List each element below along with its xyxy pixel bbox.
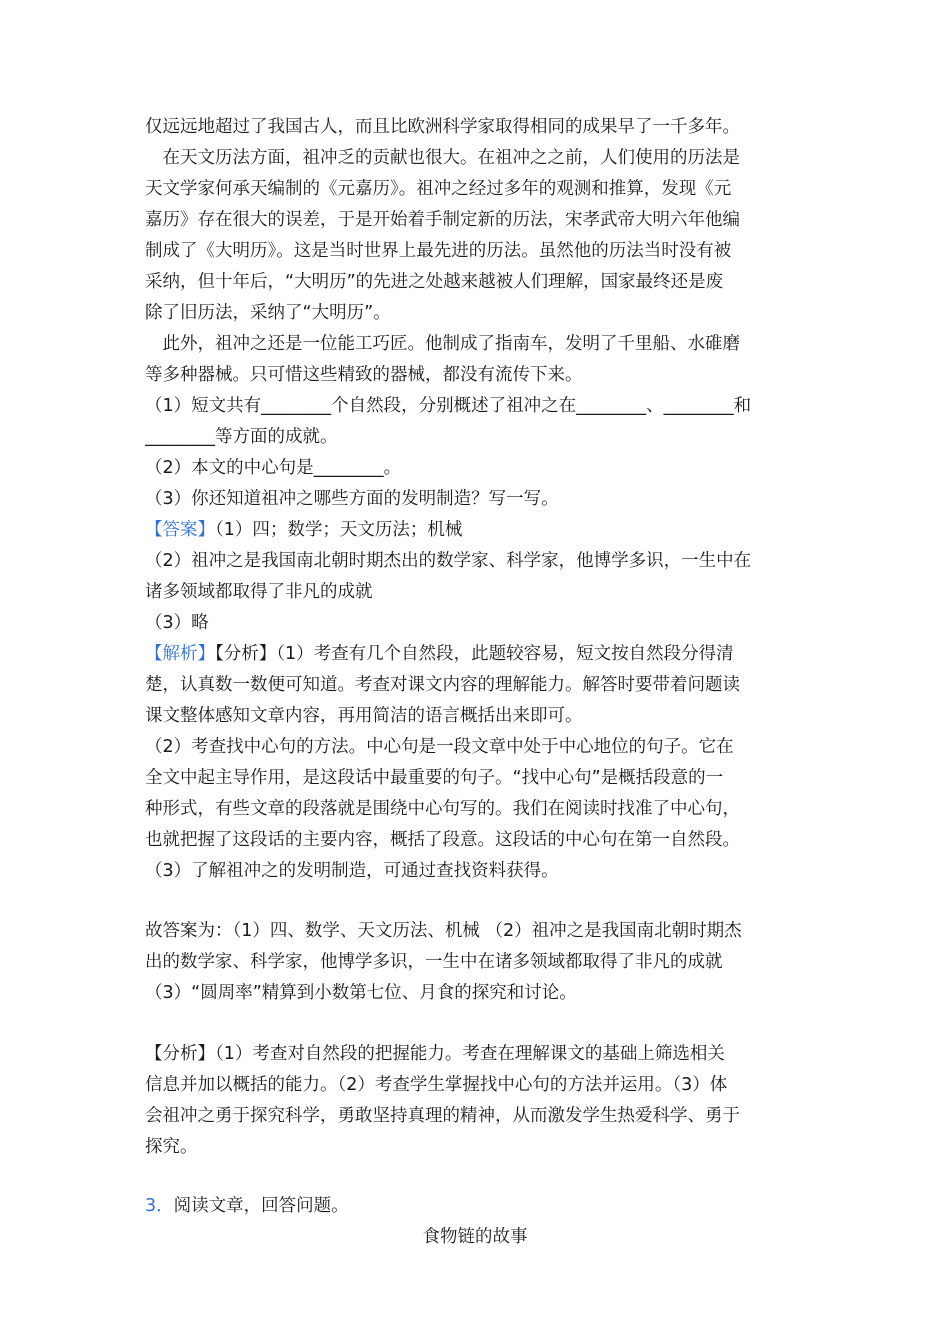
analysis-text: 【分析】（1）考查有几个自然段，此题较容易，短文按自然段分得清 xyxy=(215,644,734,664)
analysis-line: 课文整体感知文章内容，再用简洁的语言概括出来即可。 xyxy=(145,706,583,726)
question-prompt: 阅读文章，回答问题。 xyxy=(173,1196,349,1216)
analysis-line: 全文中起主导作用，是这段话中最重要的句子。“找中心句”是概括段意的一 xyxy=(145,768,724,788)
question-1: （1）短文共有________个自然段，分别概述了祖冲之在________、________和 xyxy=(145,396,752,416)
article-title: 食物链的故事 xyxy=(422,1227,528,1247)
summary-line: 会祖冲之勇于探究科学，勇敢坚持真理的精神，从而激发学生热爱科学、勇于 xyxy=(145,1106,740,1126)
passage-line: 等多种器械。只可惜这些精致的器械，都没有流传下来。 xyxy=(145,365,583,385)
answer-2-cont: 诸多领域都取得了非凡的成就 xyxy=(145,582,373,602)
summary-line: 信息并加以概括的能力。（2）考查学生掌握找中心句的方法并运用。（3）体 xyxy=(145,1075,728,1095)
passage-line: 此外，祖冲之还是一位能工巧匠。他制成了指南车，发明了千里船、水碓磨 xyxy=(145,334,740,354)
question-number: 3． xyxy=(145,1196,174,1216)
analysis-line: 种形式，有些文章的段落就是围绕中心句写的。我们在阅读时找准了中心句， xyxy=(145,799,740,819)
passage-line: 制成了《大明历》。这是当时世界上最先进的历法。虽然他的历法当时没有被 xyxy=(145,241,732,261)
passage-line: 除了旧历法，采纳了“大明历”。 xyxy=(145,303,391,323)
analysis-line: （2）考查找中心句的方法。中心句是一段文章中处于中心地位的句子。它在 xyxy=(145,737,734,757)
summary-line: 探究。 xyxy=(145,1137,198,1157)
question-3: （3）你还知道祖冲之哪些方面的发明制造？写一写。 xyxy=(145,489,559,509)
analysis-line: （3）了解祖冲之的发明制造，可通过查找资料获得。 xyxy=(145,861,559,881)
question-3-heading xyxy=(145,1195,810,1217)
final-answer-line: 出的数学家、科学家，他博学多识，一生中在诸多领域都取得了非凡的成就 xyxy=(145,952,723,972)
answer-tag: 【答案】 xyxy=(145,520,215,540)
question-1-cont: ________等方面的成就。 xyxy=(145,427,338,447)
question-2: （2）本文的中心句是________。 xyxy=(145,458,402,478)
answer-1: （1）四；数学；天文历法；机械 xyxy=(215,520,463,540)
final-answer-line: （3）“圆周率”精算到小数第七位、月食的探究和讨论。 xyxy=(145,983,577,1003)
passage-line: 采纳，但十年后，“大明历”的先进之处越来越被人们理解，国家最终还是废 xyxy=(145,272,724,292)
summary-line: 【分析】（1）考查对自然段的把握能力。考查在理解课文的基础上筛选相关 xyxy=(145,1044,725,1064)
answer-line xyxy=(145,519,810,541)
final-answer-line: 故答案为：（1）四、数学、天文历法、机械 （2）祖冲之是我国南北朝时期杰 xyxy=(145,921,742,941)
answer-3: （3）略 xyxy=(145,613,209,633)
analysis-tag: 【解析】 xyxy=(145,644,215,664)
answer-2: （2）祖冲之是我国南北朝时期杰出的数学家、科学家，他博学多识，一生中在 xyxy=(145,551,752,571)
analysis-line: 也就把握了这段话的主要内容，概括了段意。这段话的中心句在第一自然段。 xyxy=(145,830,740,850)
passage-line: 在天文历法方面，祖冲乏的贡献也很大。在祖冲之之前，人们使用的历法是 xyxy=(145,148,740,168)
passage-line: 仅远远地超过了我国古人，而且比欧洲科学家取得相同的成果早了一千多年。 xyxy=(145,117,740,137)
passage-line: 天文学家何承天编制的《元嘉历》。祖冲之经过多年的观测和推算，发现《元 xyxy=(145,179,732,199)
passage-line: 嘉历》存在很大的误差，于是开始着手制定新的历法，宋孝武帝大明六年他编 xyxy=(145,210,740,230)
analysis-line xyxy=(145,643,810,665)
analysis-line: 楚，认真数一数便可知道。考查对课文内容的理解能力。解答时要带着问题读 xyxy=(145,675,740,695)
